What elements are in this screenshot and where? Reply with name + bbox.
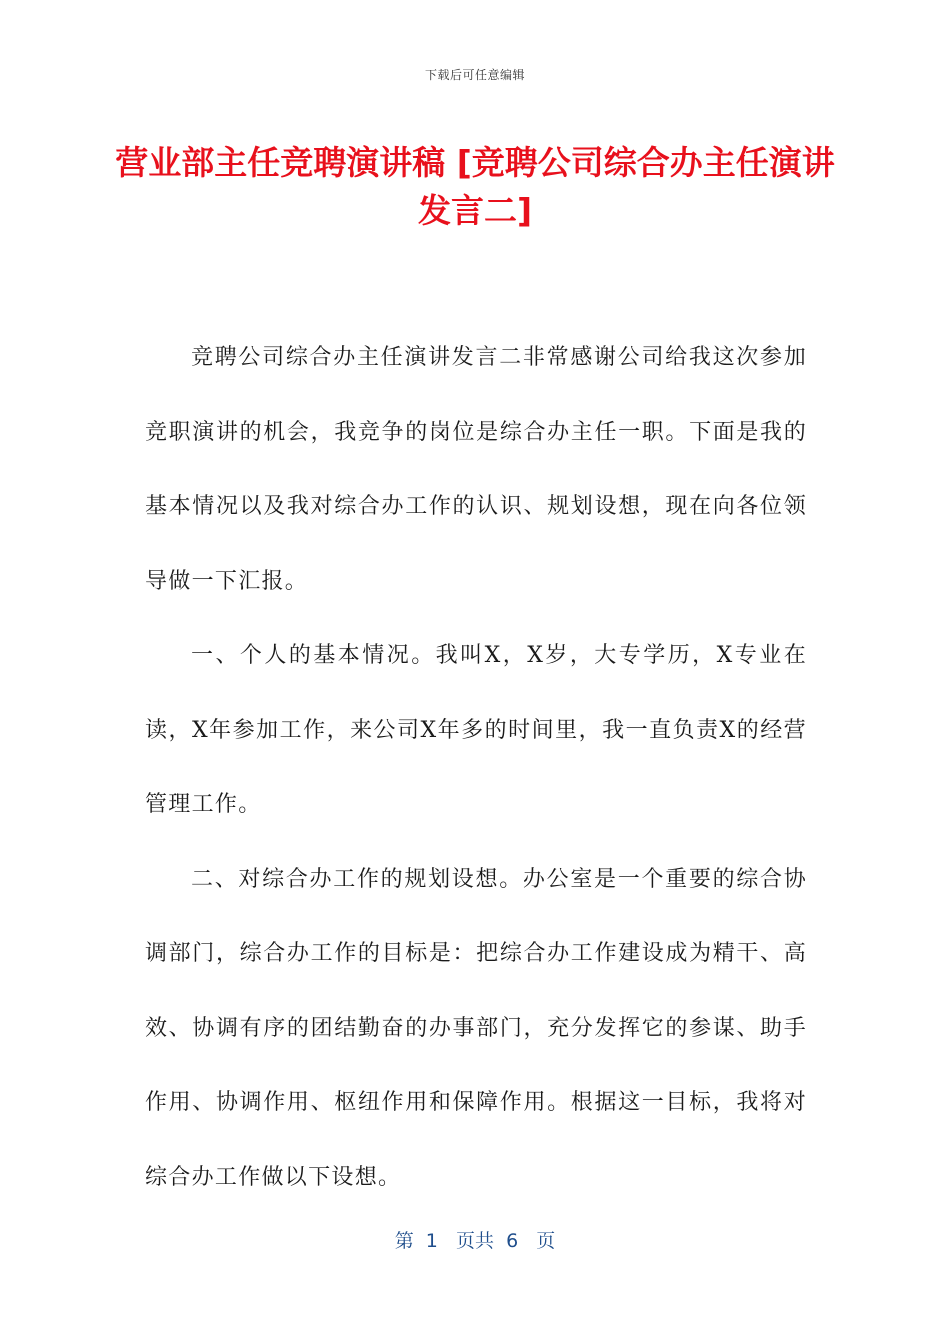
document-body (145, 321, 807, 1215)
page-number-footer: 第 1 页共 6 页 (394, 1230, 556, 1252)
body-paragraph-3: 二、对综合办工作的规划设想。办公室是一个重要的综合协调部门，综合办工作的目标是：把综合办工作建设成为精干、高效、协调有序的团结勤奋的办事部门，充分发挥它的参谋、助手作用、协调作用、枢纽作用和保障作用。根据这一目标，我将对综合办工作做以下设想。 (145, 866, 807, 1190)
body-paragraph-1: 竞聘公司综合办主任演讲发言二非常感谢公司给我这次参加竞职演讲的机会，我竞争的岗位是综合办主任一职。下面是我的基本情况以及我对综合办工作的认识、规划设想，现在向各位领导做一下汇报。 (145, 345, 807, 594)
header-note: 下载后可任意编辑 (424, 68, 525, 82)
document-title: 营业部主任竞聘演讲稿 [竞聘公司综合办主任演讲发言二] (115, 143, 835, 230)
body-paragraph-2: 一、个人的基本情况。我叫X，X岁，大专学历，X专业在读，X年参加工作，来公司X年多的时间里，我一直负责X的经营管理工作。 (145, 643, 807, 817)
